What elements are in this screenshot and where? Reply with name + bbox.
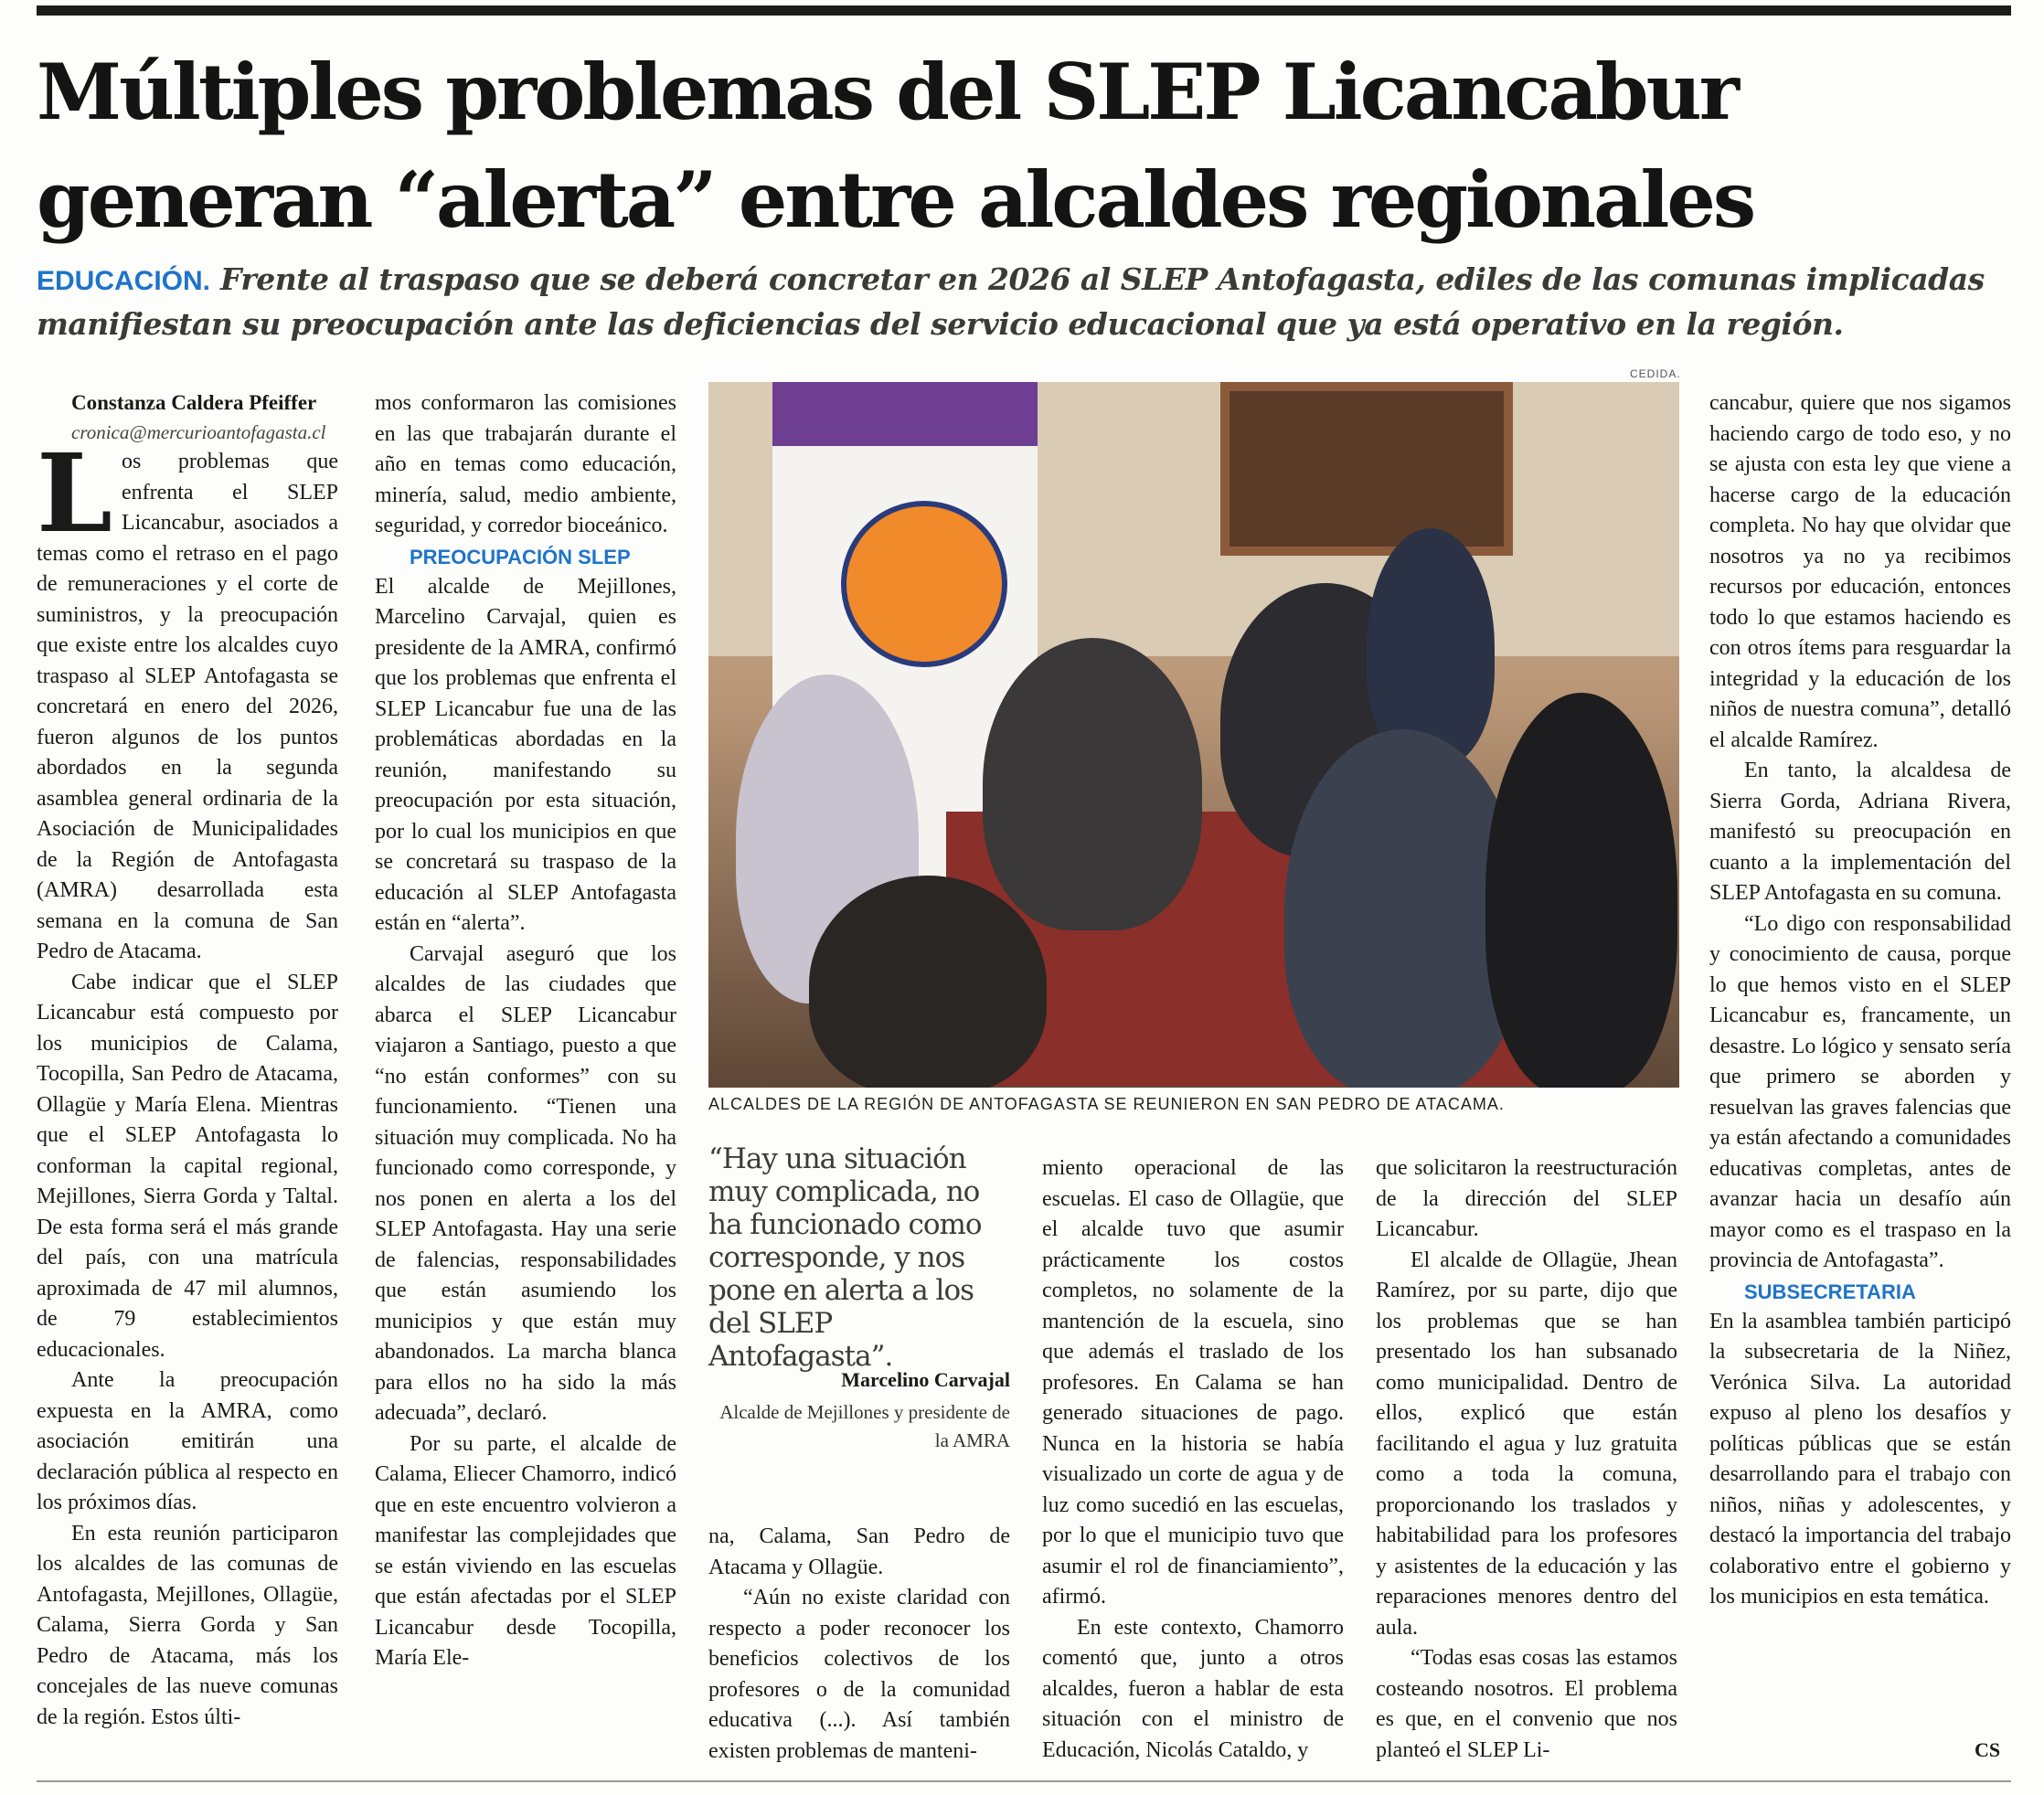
paragraph: cancabur, quiere que nos sigamos haciendo cargo de todo eso, y no se ajusta con esta ley que viene a hacerse cargo de la educación completa. No hay que olvidar que nosotros ya no ya recibimos recursos por educación, entonces todo lo que estamos haciendo es con otros ítems para resguardar la integridad y la educación de los niños de nuestra comuna”, detalló el alcalde Ramírez. <box>1709 391 2011 752</box>
bottom-rule <box>37 1780 2011 1782</box>
column-6 <box>1709 388 2011 1613</box>
headline: Múltiples problemas del SLEP Licancabur generan “alerta” entre alcaldes regionales <box>37 47 1754 245</box>
column-5 <box>1376 1153 1677 1766</box>
paragraph: “Lo digo con responsabilidad y conocimiento de causa, porque lo que hemos visto en el SLEP Licancabur es, francamente, un desastre. Lo lógico y sensato sería que primero se aborden y resuelvan las graves falencias que ya están afectando a comunidades educativas completas, antes de avanzar hacia un desafío aún mayor como es el traspaso en la provincia de Antofagasta”. <box>1709 911 2011 1272</box>
person-figure <box>1485 693 1677 1088</box>
paragraph: na, Calama, San Pedro de Atacama y Ollagüe. <box>708 1524 1010 1579</box>
pull-quote: “Hay una situación muy complicada, no ha funcionado como corresponde, y nos pone en alerta a los del SLEP Antofagasta”. <box>708 1142 982 1373</box>
person-figure <box>809 876 1047 1088</box>
byline-author: Constanza Caldera Pfeiffer <box>71 391 317 414</box>
paragraph: En la asamblea también participó la subsecretaria de la Niñez, Verónica Silva. La autoridad expuso al pleno los desafíos y políticas públicas que se están desarrollando para el trabajo con niños, niñas y adolescentes, y destacó la importancia del trabajo colaborativo entre el gobierno y los municipios en esta temática. <box>1709 1309 2011 1609</box>
subheading-preocupacion: PREOCUPACIÓN SLEP <box>410 545 631 568</box>
deck-text: Frente al traspaso que se deberá concretar en 2026 al SLEP Antofagasta, ediles de las comunas implicadas manifiestan su preocupación ante las deficiencias del servicio educacional que ya está operativo en la región. <box>37 261 1985 342</box>
paragraph: Ante la preocupación expuesta en la AMRA, como asociación emitirán una declaración pública al respecto en los próximos días. <box>37 1368 338 1514</box>
person-figure <box>983 638 1202 930</box>
photo-banner-top <box>772 382 1038 446</box>
paragraph: que solicitaron la reestructuración de la dirección del SLEP Licancabur. <box>1376 1156 1677 1241</box>
photo-caption: ALCALDES DE LA REGIÓN DE ANTOFAGASTA SE REUNIERON EN SAN PEDRO DE ATACAMA. <box>708 1095 1505 1113</box>
paragraph: “Todas esas cosas las estamos costeando nosotros. El problema es que, en el convenio que nos planteó el SLEP Li- <box>1376 1646 1677 1762</box>
paragraph: En tanto, la alcaldesa de Sierra Gorda, Adriana Rivera, manifestó su preocupación en cuanto a la implementación del SLEP Antofagasta en su comuna. <box>1709 759 2011 905</box>
article-photo <box>708 382 1679 1088</box>
photo-tapestry <box>1220 382 1513 556</box>
section-kicker: EDUCACIÓN. <box>37 266 211 296</box>
paragraph: En esta reunión participaron los alcaldes de las comunas de Antofagasta, Mejillones, Ollagüe, Calama, Sierra Gorda y San Pedro de Atacama, más los concejales de las nueve comunas de la región. Estos últi- <box>37 1521 338 1729</box>
paragraph: miento operacional de las escuelas. El caso de Ollagüe, que el alcalde tuvo que asumir prácticamente los costos completos, no solamente de la mantención de la escuela, sino que además el traslado de los profesores. En Calama se han generado situaciones de pago. Nunca en la historia se había visualizado un corte de agua y de luz como sucedió en las escuelas, por lo que el municipio tuvo que asumir el rol de financiamiento”, afirmó. <box>1042 1156 1344 1609</box>
paragraph-text: os problemas que enfrenta el SLEP Licancabur, asociados a temas como el retraso en el pago de remuneraciones y el corte de suministros, y la preocupación que existe entre los alcaldes cuyo traspaso al SLEP Antofagasta se concretará en enero del 2026, fueron algunos de los puntos abordados en la segunda asamblea general ordinaria de la Asociación de Municipalidades de la Región de Antofagasta (AMRA) desarrollada esta semana en la comuna de San Pedro de Atacama. <box>37 450 338 963</box>
paragraph: En este contexto, Chamorro comentó que, junto a otros alcaldes, fueron a hablar de esta situación con el ministro de Educación, Nicolás Cataldo, y <box>1042 1615 1344 1762</box>
column-1 <box>37 388 338 1733</box>
paragraph: “Aún no existe claridad con respecto a poder reconocer los beneficios colectivos de los profesores o de la comunidad educativa (...). Así también existen problemas de manteni- <box>708 1586 1010 1763</box>
amra-logo <box>841 501 1007 667</box>
paragraph: El alcalde de Mejillones, Marcelino Carvajal, quien es presidente de la AMRA, confirmó que los problemas que enfrenta el SLEP Licancabur fue una de las problemáticas abordadas en la reunión, manifestando su preocupación por esta situación, por lo cual los municipios en que se concretará su traspaso de la educación al SLEP Antofagasta están en “alerta”. <box>375 574 676 935</box>
deck <box>37 258 2011 345</box>
paragraph: Por su parte, el alcalde de Calama, Eliecer Chamorro, indicó que en este encuentro volvieron a manifestar las complejidades que se están viviendo en las escuelas que están afectadas por el SLEP Licancabur desde Tocopilla, María Ele- <box>375 1431 676 1670</box>
photo-credit: CEDIDA. <box>1630 367 1681 380</box>
paragraph: mos conformaron las comisiones en las que trabajarán durante el año en temas como educación, minería, salud, medio ambiente, seguridad, y corredor bioceánico. <box>375 391 676 537</box>
column-3 <box>708 1522 1010 1767</box>
subheading-subsecretaria: SUBSECRETARIA <box>1744 1280 1916 1303</box>
paragraph: Cabe indicar que el SLEP Licancabur está compuesto por los municipios de Calama, Tocopilla, San Pedro de Atacama, Ollagüe y María Elena. Mientras que el SLEP Antofagasta lo conforman la capital regional, Mejillones, Sierra Gorda y Taltal. De esta forma será el más grande del país, con una matrícula aproximada de 47 mil alumnos, de 79 establecimientos educacionales. <box>37 970 338 1362</box>
paragraph: El alcalde de Ollagüe, Jhean Ramírez, por su parte, dijo que los problemas que se han presentado los han subsanado como municipalidad. Dentro de ellos, explicó que están facilitando el agua y luz gratuita como a toda la comuna, proporcionando los traslados y habitabilidad para los profesores y asistentes de la educación y las reparaciones menores dentro del aula. <box>1376 1248 1677 1640</box>
top-rule <box>37 5 2011 16</box>
paragraph: Carvajal aseguró que los alcaldes de las ciudades que abarca el SLEP Licancabur viajaron a Santiago, puesto a que “no están conformes” con su funcionamiento. “Tienen una situación muy complicada. No ha funcionado como corresponde, y nos ponen en alerta a los del SLEP Antofagasta. Hay una serie de falencias, responsabilidades que están asumiendo los municipios y que están muy abandonados. La marcha blanca para ellos no ha sido la más adecuada”, declaró. <box>375 941 676 1425</box>
end-mark: CS <box>1975 1738 2001 1761</box>
column-4 <box>1042 1153 1344 1766</box>
pull-quote-name: Marcelino Carvajal <box>841 1368 1010 1391</box>
pull-quote-role: Alcalde de Mejillones y presidente de la AMRA <box>719 1401 1010 1451</box>
column-2 <box>375 388 676 1674</box>
byline-email: cronica@mercurioantofagasta.cl <box>71 421 326 443</box>
drop-cap: L <box>37 430 112 557</box>
